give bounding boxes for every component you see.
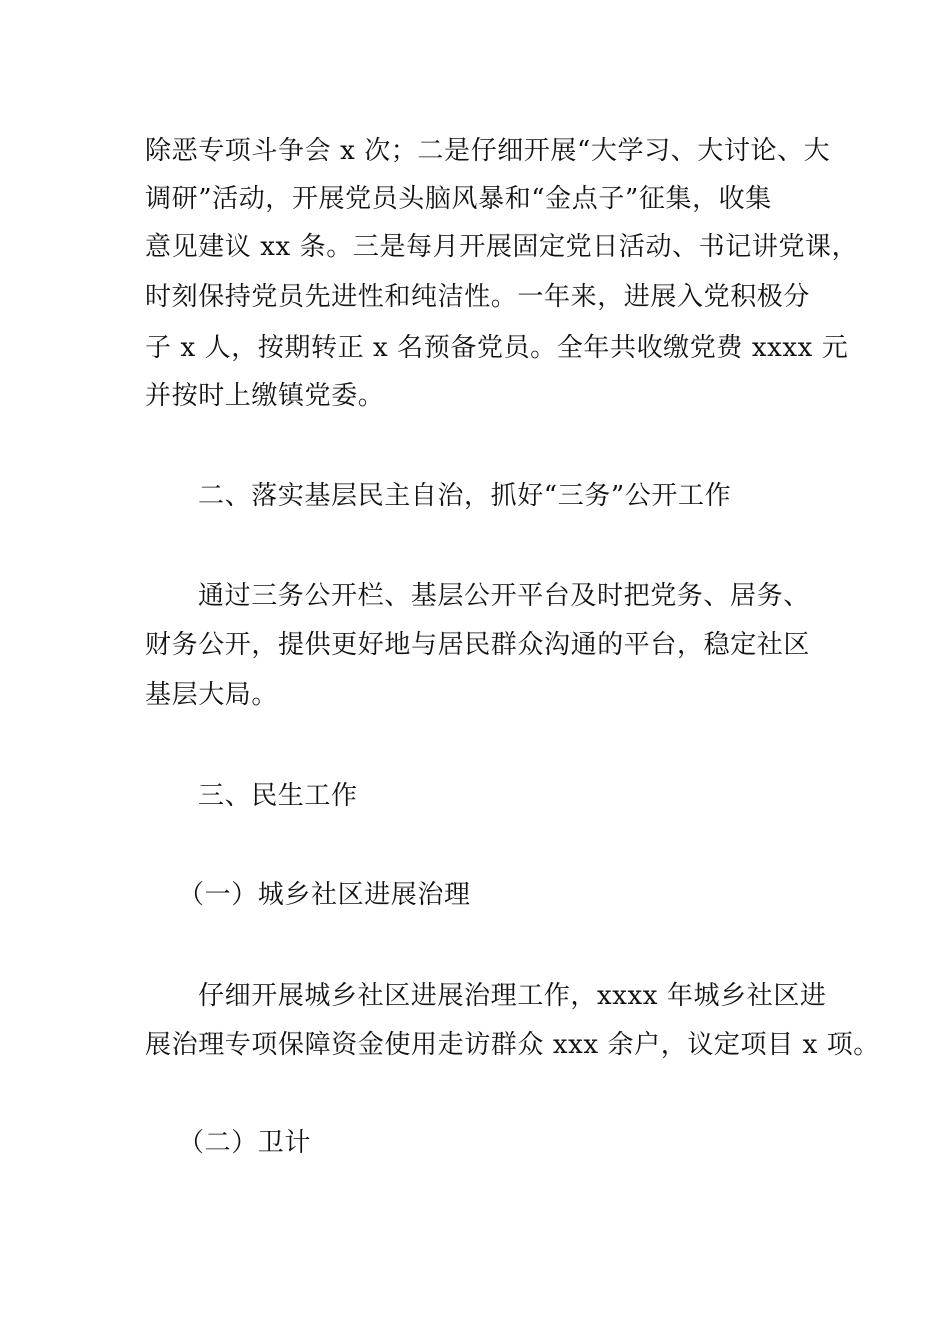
- subsection-heading: （一）城乡社区进展治理: [178, 880, 471, 910]
- section-heading: 二、落实基层民主自治，抓好“三务”公开工作: [198, 481, 732, 511]
- subsection-heading: （二）卫计: [178, 1128, 312, 1158]
- paragraph-line: 意见建议 xx 条。三是每月开展固定党日活动、书记讲党课，: [145, 232, 859, 262]
- paragraph-line: 财务公开，提供更好地与居民群众沟通的平台，稳定社区: [145, 630, 811, 660]
- paragraph-line: 基层大局。: [145, 680, 279, 710]
- paragraph-line: 展治理专项保障资金使用走访群众 xxx 余户，议定项目 x 项。: [145, 1030, 880, 1060]
- paragraph-line: 并按时上缴镇党委。: [145, 381, 385, 411]
- paragraph-line: 时刻保持党员先进性和纯洁性。一年来，进展入党积极分: [145, 282, 811, 312]
- paragraph-line: 调研”活动，开展党员头脑风暴和“金点子”征集，收集: [145, 184, 772, 214]
- paragraph-line: 通过三务公开栏、基层公开平台及时把党务、居务、: [198, 581, 810, 611]
- paragraph-line: 子 x 人，按期转正 x 名预备党员。全年共收缴党费 xxxx 元: [145, 333, 849, 363]
- paragraph-line: 仔细开展城乡社区进展治理工作，xxxx 年城乡社区进: [198, 981, 827, 1011]
- section-heading: 三、民生工作: [198, 781, 358, 811]
- paragraph-line: 除恶专项斗争会 x 次；二是仔细开展“大学习、大讨论、大: [145, 136, 831, 166]
